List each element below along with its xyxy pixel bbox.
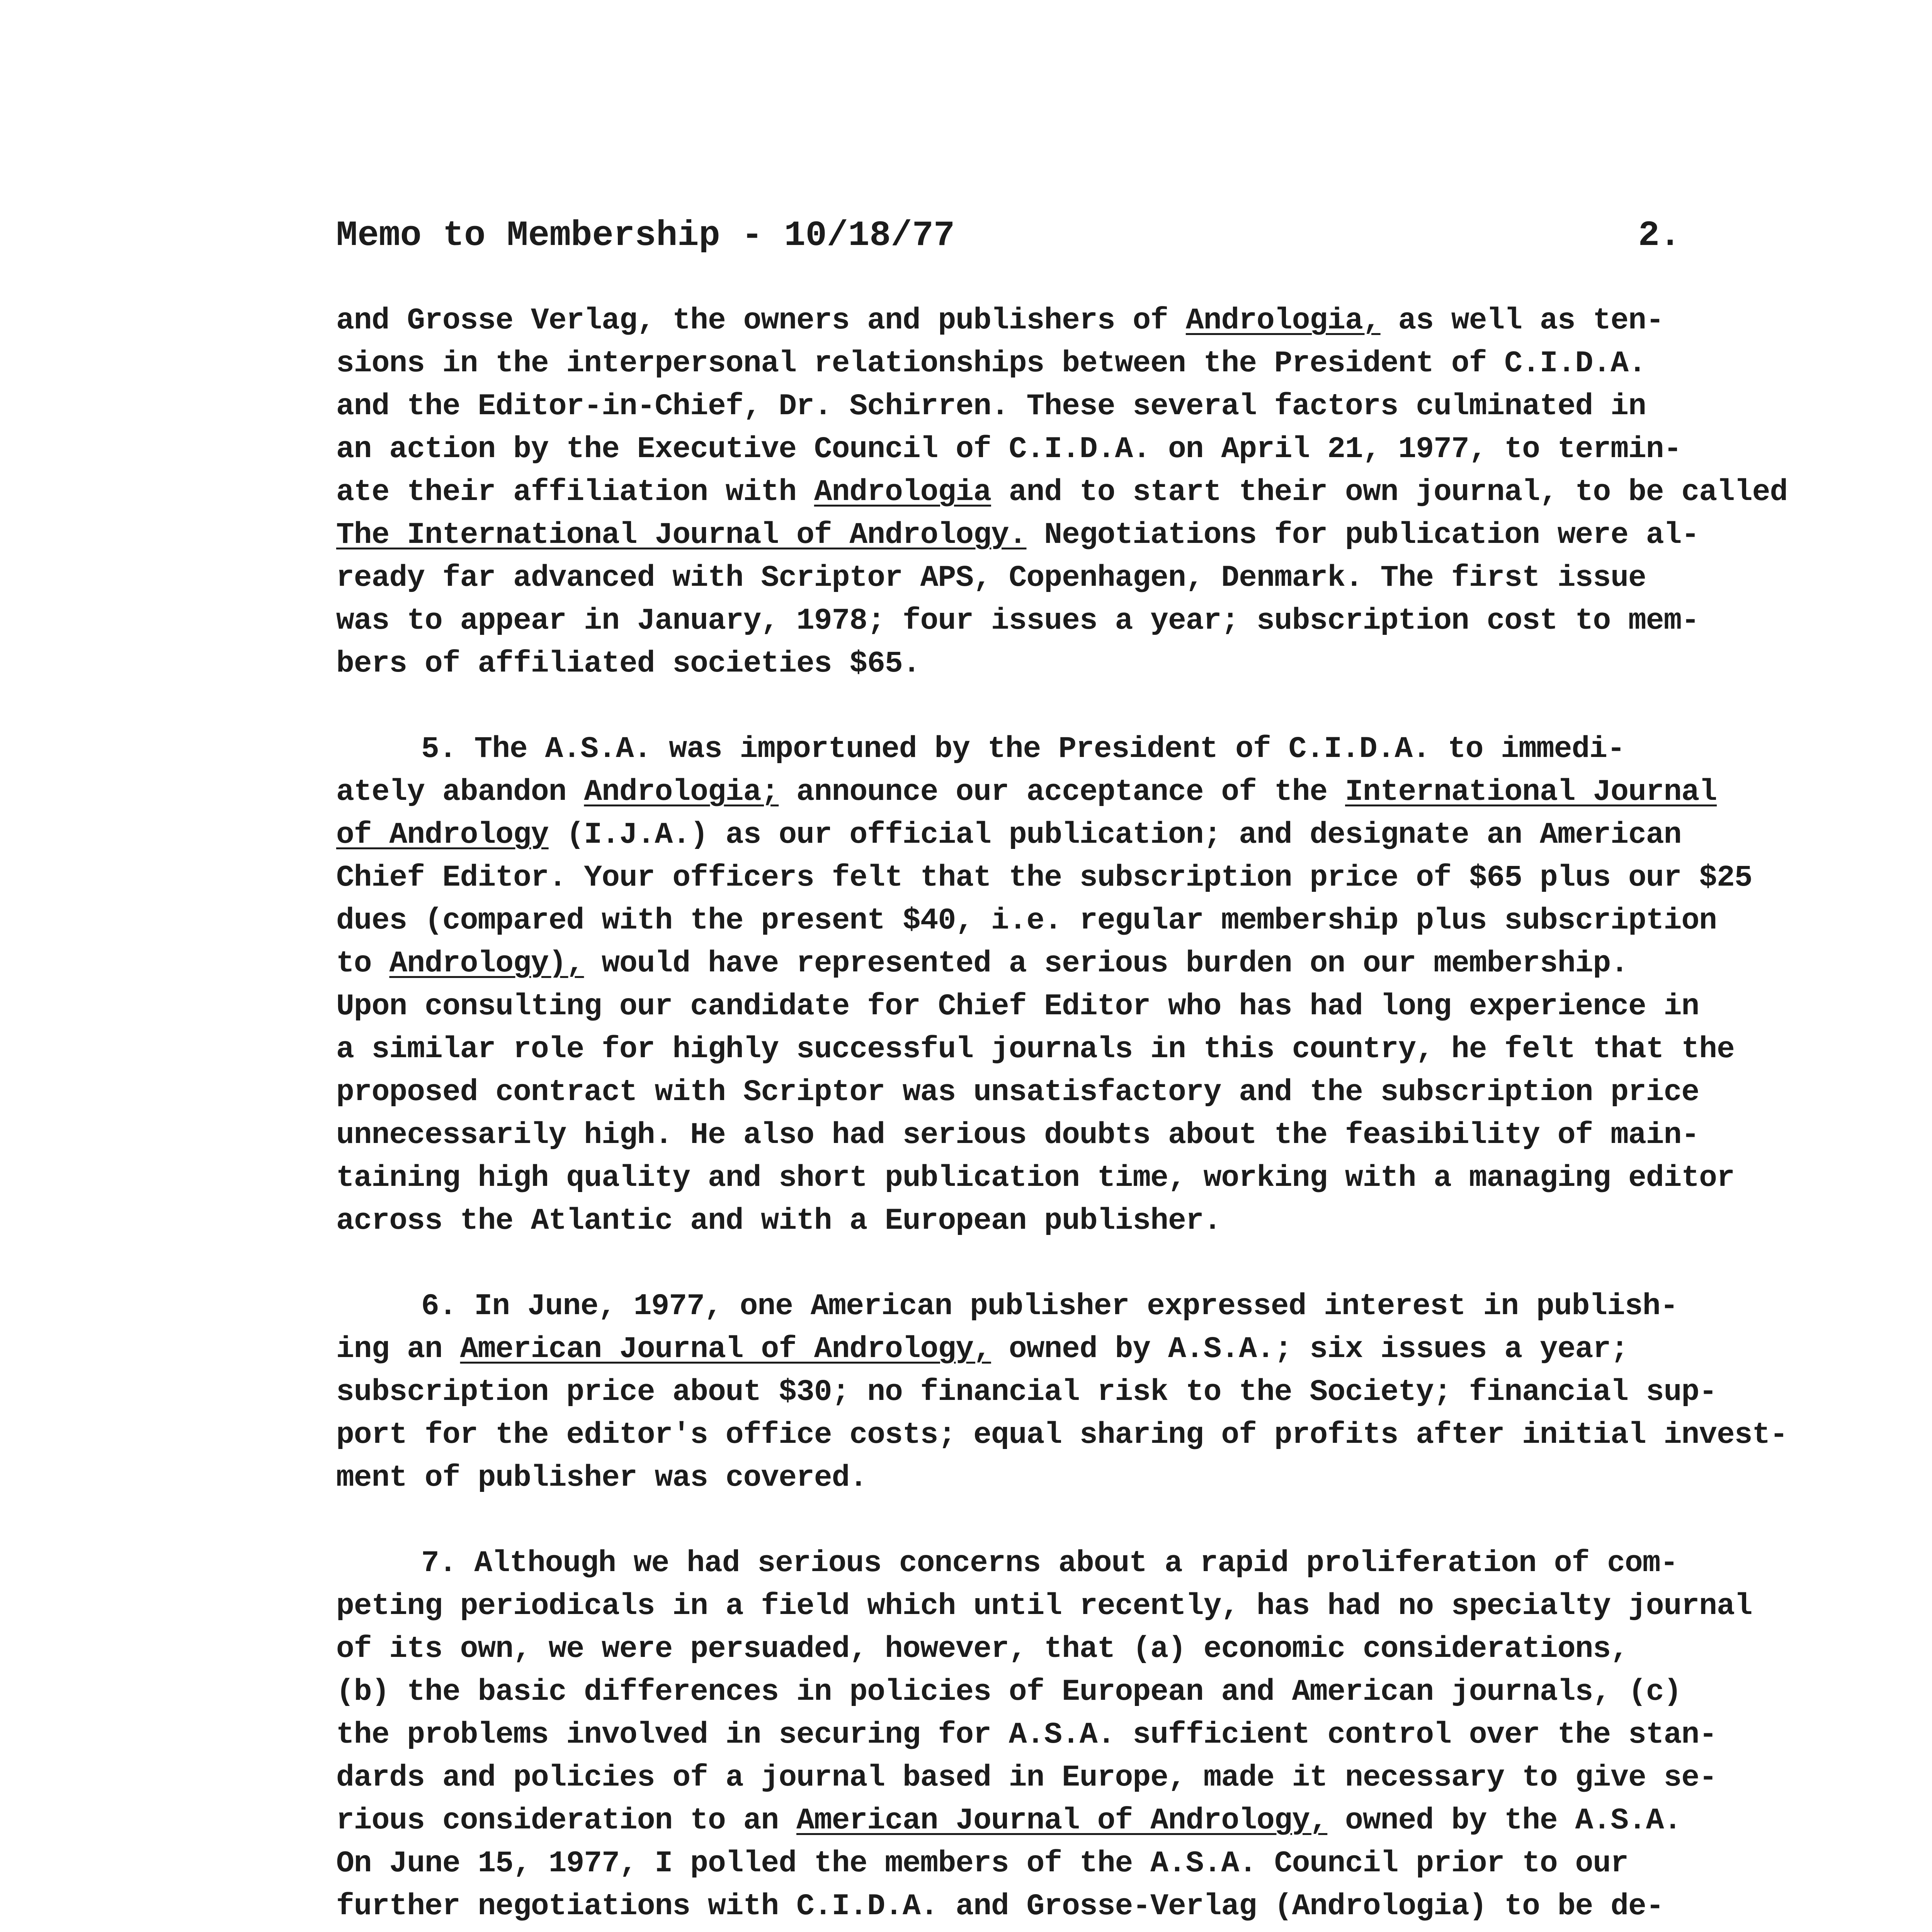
text-line xyxy=(336,299,1766,342)
text-segment: announce our acceptance of the xyxy=(779,775,1345,809)
text-segment: ment of publisher was covered. xyxy=(336,1461,867,1495)
text-segment: (I.J.A.) as our official publication; and designate an American xyxy=(548,818,1682,852)
underlined-title: of Andrology xyxy=(336,818,549,852)
underlined-title: Andrology), xyxy=(389,947,584,981)
text-segment: Chief Editor. Your officers felt that the subscription price of $65 plus our $25 xyxy=(336,861,1752,895)
underlined-title: Andrologia xyxy=(814,475,991,509)
underlined-title: American Journal of Andrology, xyxy=(796,1804,1328,1838)
text-line xyxy=(336,1714,1766,1757)
text-segment: and the Editor-in-Chief, Dr. Schirren. These several factors culminated in xyxy=(336,389,1646,423)
text-line xyxy=(336,471,1788,514)
text-line xyxy=(336,1542,1766,1585)
text-line xyxy=(336,1071,1766,1114)
paragraph xyxy=(336,299,1788,685)
text-line xyxy=(336,1928,1766,1932)
text-segment: to xyxy=(336,947,389,981)
text-line xyxy=(336,1328,1766,1371)
text-segment: ing an xyxy=(336,1332,460,1366)
text-line xyxy=(336,643,1766,685)
text-line xyxy=(336,857,1766,900)
text-segment: and to start their own journal, to be called xyxy=(991,475,1788,509)
text-line xyxy=(336,1371,1766,1414)
text-segment: Negotiations for publication were al- xyxy=(1026,518,1699,552)
text-line xyxy=(336,942,1766,985)
text-line xyxy=(336,900,1766,942)
text-segment: bers of affiliated societies $65. xyxy=(336,647,920,681)
text-segment: owned by the A.S.A. xyxy=(1327,1804,1682,1838)
paragraph xyxy=(336,1285,1788,1500)
memo-title: Memo to Membership - 10/18/77 xyxy=(336,215,955,256)
text-segment: and Grosse Verlag, the owners and publishers of xyxy=(336,304,1186,338)
page-number: 2. xyxy=(1638,215,1681,256)
text-line xyxy=(336,728,1766,771)
text-line xyxy=(336,771,1766,814)
text-segment: 7. Although we had serious concerns about a rapid proliferation of com- xyxy=(421,1546,1678,1580)
text-line xyxy=(336,1671,1766,1714)
text-line xyxy=(336,1414,1788,1457)
text-line xyxy=(336,385,1766,428)
text-line xyxy=(336,1028,1766,1071)
text-line xyxy=(336,428,1766,471)
underlined-title: Andrologia, xyxy=(1185,304,1381,338)
text-segment: ready far advanced with Scriptor APS, Copenhagen, Denmark. The first issue xyxy=(336,561,1646,595)
text-segment: the problems involved in securing for A.S.A. sufficient control over the stan- xyxy=(336,1718,1717,1752)
text-segment: port for the editor's office costs; equal sharing of profits after initial invest- xyxy=(336,1418,1788,1452)
text-line xyxy=(336,600,1766,643)
text-line xyxy=(336,1457,1766,1500)
text-line xyxy=(336,1157,1766,1200)
text-line xyxy=(336,985,1766,1028)
text-segment: as well as ten- xyxy=(1380,304,1664,338)
text-line xyxy=(336,814,1766,857)
text-line xyxy=(336,1842,1766,1885)
page-header xyxy=(336,214,1681,257)
text-segment: subscription price about $30; no financial risk to the Society; financial sup- xyxy=(336,1375,1717,1409)
text-segment: proposed contract with Scriptor was unsatisfactory and the subscription price xyxy=(336,1075,1699,1109)
text-segment: sions in the interpersonal relationships between the President of C.I.D.A. xyxy=(336,347,1646,381)
text-line xyxy=(336,1799,1766,1842)
text-segment: taining high quality and short publication time, working with a managing editor xyxy=(336,1161,1735,1195)
text-segment: dues (compared with the present $40, i.e. regular membership plus subscription xyxy=(336,904,1717,938)
text-segment: rious consideration to an xyxy=(336,1804,796,1838)
text-segment: dards and policies of a journal based in Europe, made it necessary to give se- xyxy=(336,1761,1717,1795)
text-segment: owned by A.S.A.; six issues a year; xyxy=(991,1332,1628,1366)
text-segment: unnecessarily high. He also had serious doubts about the feasibility of main- xyxy=(336,1118,1699,1152)
text-line xyxy=(336,1885,1766,1928)
paragraph xyxy=(336,1542,1766,1932)
text-segment: ate their affiliation with xyxy=(336,475,814,509)
text-segment: was to appear in January, 1978; four issues a year; subscription cost to mem- xyxy=(336,604,1699,638)
paragraph-gap xyxy=(336,685,1766,728)
text-line xyxy=(336,557,1766,600)
text-line xyxy=(336,342,1766,385)
text-segment: further negotiations with C.I.D.A. and Grosse-Verlag (Andrologia) to be de- xyxy=(336,1889,1664,1923)
paragraph-gap xyxy=(336,1500,1766,1542)
text-line xyxy=(336,1628,1766,1671)
text-segment: On June 15, 1977, I polled the members of the A.S.A. Council prior to our xyxy=(336,1847,1628,1881)
underlined-title: The International Journal of Andrology. xyxy=(336,518,1027,552)
text-segment: ately abandon xyxy=(336,775,584,809)
text-segment: 5. The A.S.A. was importuned by the President of C.I.D.A. to immedi- xyxy=(421,732,1625,766)
text-line xyxy=(336,1114,1766,1157)
text-segment: would have represented a serious burden on our membership. xyxy=(584,947,1628,981)
underlined-title: American Journal of Andrology, xyxy=(460,1332,991,1366)
text-line xyxy=(336,1285,1766,1328)
memo-body xyxy=(336,299,1788,1932)
text-line xyxy=(336,1757,1766,1799)
text-segment: a similar role for highly successful journals in this country, he felt that the xyxy=(336,1032,1735,1066)
text-segment: across the Atlantic and with a European publisher. xyxy=(336,1204,1221,1238)
underlined-title: Andrologia; xyxy=(584,775,779,809)
text-segment: 6. In June, 1977, one American publisher expressed interest in publish- xyxy=(421,1289,1678,1323)
text-line xyxy=(336,514,1766,557)
text-line xyxy=(336,1585,1766,1628)
text-segment: an action by the Executive Council of C.I.D.A. on April 21, 1977, to termin- xyxy=(336,432,1682,466)
underlined-title: International Journal xyxy=(1345,775,1717,809)
text-segment: Upon consulting our candidate for Chief Editor who has had long experience in xyxy=(336,990,1699,1024)
text-segment: of its own, we were persuaded, however, that (a) economic considerations, xyxy=(336,1632,1628,1666)
paragraph-gap xyxy=(336,1243,1766,1285)
paragraph xyxy=(336,728,1766,1243)
text-segment: (b) the basic differences in policies of European and American journals, (c) xyxy=(336,1675,1682,1709)
text-line xyxy=(336,1200,1766,1243)
text-segment: peting periodicals in a field which until recently, has had no specialty journal xyxy=(336,1589,1752,1623)
